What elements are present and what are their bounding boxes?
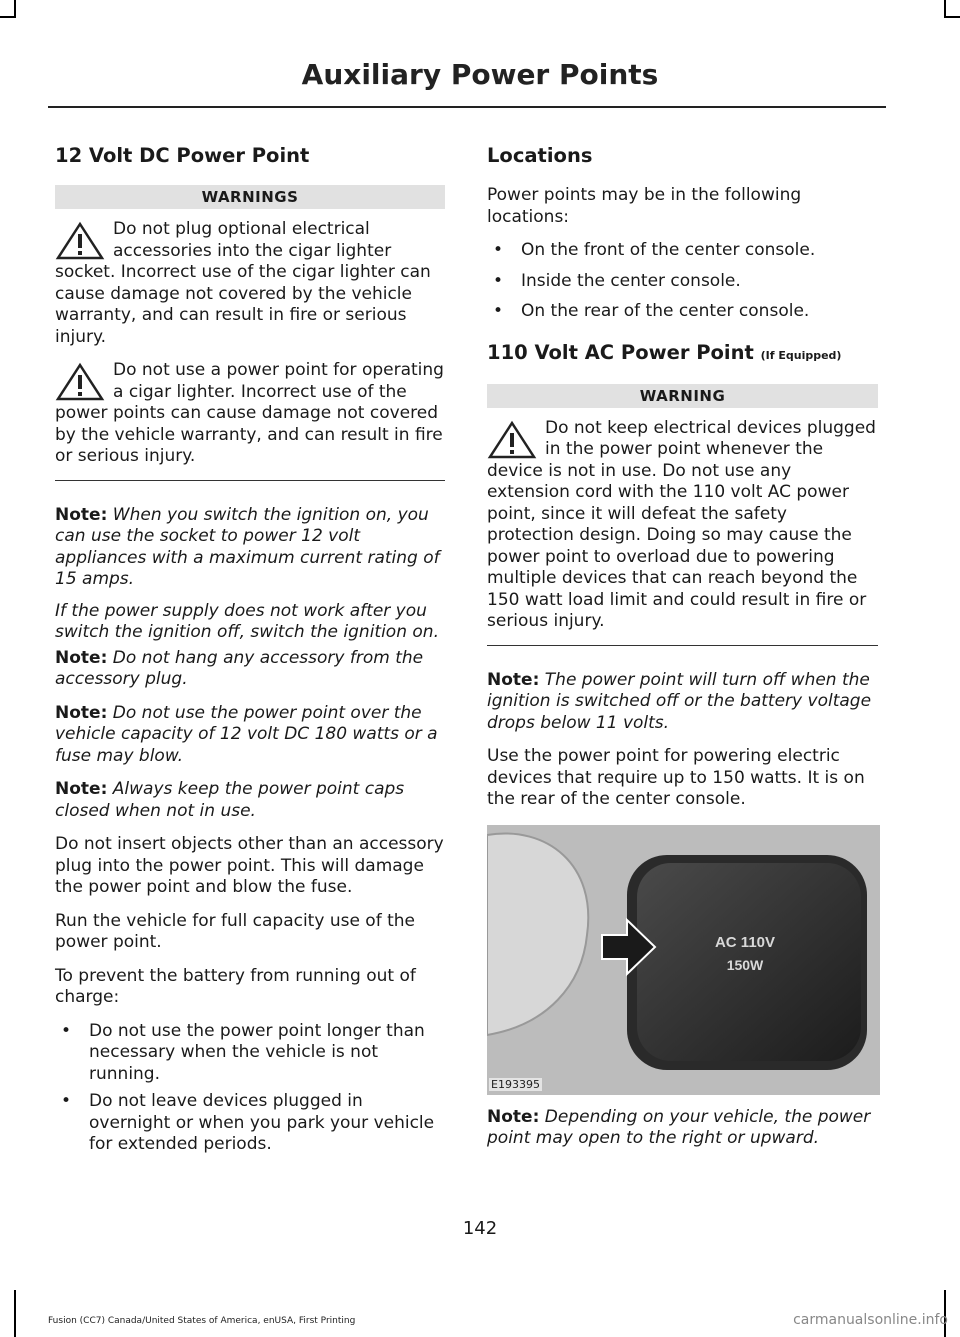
section-title-locations: Locations — [487, 144, 593, 167]
warning-triangle-icon — [55, 221, 105, 261]
note: Note: When you switch the ignition on, you can use the socket to power 12 volt appliances with a maximum current rating of 15 amps. — [55, 504, 440, 589]
ac-label: AC 110V — [714, 933, 776, 951]
watermark: carmanualsonline.info — [793, 1312, 948, 1328]
power-point-illustration — [487, 825, 880, 1095]
footer-text: Fusion (CC7) Canada/United States of America, enUSA, First Printing — [48, 1316, 356, 1326]
warning-triangle-icon — [487, 420, 537, 460]
warning-item — [55, 360, 445, 468]
warning-text: Do not keep electrical devices plugged in the power point whenever the device is not in use. Do not use any extension cord with the 110 volt AC power point, since it will defeat the safety protection design. Doing so may cause the power point to overload due to powering multiple devices that can reach beyond the 150 watt load limit and could result in fire or serious injury. — [487, 417, 876, 631]
paragraph: Do not insert objects other than an accessory plug into the power point. This will damage the power point and blow the fuse. — [55, 834, 444, 897]
page-number: 142 — [462, 1218, 498, 1239]
paragraph: Power points may be in the following locations: — [487, 185, 802, 227]
paragraph: Use the power point for powering electric devices that require up to 150 watts. It is on the rear of the center console. — [487, 746, 865, 809]
note: Note: Do not hang any accessory from the accessory plug. — [55, 647, 424, 689]
warning-heading: WARNING — [487, 384, 878, 408]
crop-mark — [0, 16, 16, 18]
crop-mark — [944, 16, 960, 18]
bullet-list — [55, 1021, 445, 1156]
warning-item — [55, 219, 445, 348]
figure-id: E193395 — [491, 1077, 540, 1091]
page-header-title: Auxiliary Power Points — [301, 58, 659, 91]
note: Note: Do not use the power point over the vehicle capacity of 12 volt DC 180 watts or a fuse may blow. — [55, 702, 438, 766]
paragraph: Run the vehicle for full capacity use of the power point. — [55, 910, 415, 952]
paragraph: To prevent the battery from running out of charge: — [55, 965, 416, 1007]
list-item: • Inside the center console. — [487, 271, 878, 293]
warnings-heading: WARNINGS — [55, 185, 445, 209]
power-point-photo — [487, 825, 880, 1095]
warning-text: Do not plug optional electrical accessories into the cigar lighter socket. Incorrect use of the cigar lighter can cause damage not covered by the vehicle warranty, and can result in fire or serious injury. — [55, 219, 431, 347]
list-item: • Do not use the power point longer than necessary when the vehicle is not running. — [55, 1021, 445, 1086]
warning-item — [487, 418, 878, 633]
header-rule — [48, 106, 886, 108]
list-item: • Do not leave devices plugged in overnight or when you park your vehicle for extended periods. — [55, 1091, 445, 1156]
list-item: • On the rear of the center console. — [487, 301, 878, 323]
section-title-12v: 12 Volt DC Power Point — [55, 144, 310, 167]
warning-divider — [487, 645, 878, 646]
note-continuation: If the power supply does not work after you switch the ignition off, switch the ignition on. — [55, 600, 439, 642]
list-item: • On the front of the center console. — [487, 240, 878, 262]
left-column — [55, 144, 445, 1170]
warning-triangle-icon — [55, 362, 105, 402]
warning-text: Do not use a power point for operating a cigar lighter. Incorrect use of the power points can cause damage not covered by the vehicle warranty, and can result in fire or serious injury. — [55, 360, 444, 466]
locations-list — [487, 240, 878, 323]
wattage-label: 150W — [726, 956, 764, 973]
note: Note: Depending on your vehicle, the power point may open to the right or upward. — [487, 1106, 871, 1148]
right-column — [487, 144, 878, 1162]
note: Note: Always keep the power point caps closed when not in use. — [55, 779, 405, 821]
section-title-110v: 110 Volt AC Power Point (If Equipped) — [487, 340, 842, 364]
note: Note: The power point will turn off when the ignition is switched off or the battery voltage drops below 11 volts. — [487, 669, 872, 733]
warning-divider — [55, 480, 445, 481]
crop-mark — [14, 1290, 16, 1337]
